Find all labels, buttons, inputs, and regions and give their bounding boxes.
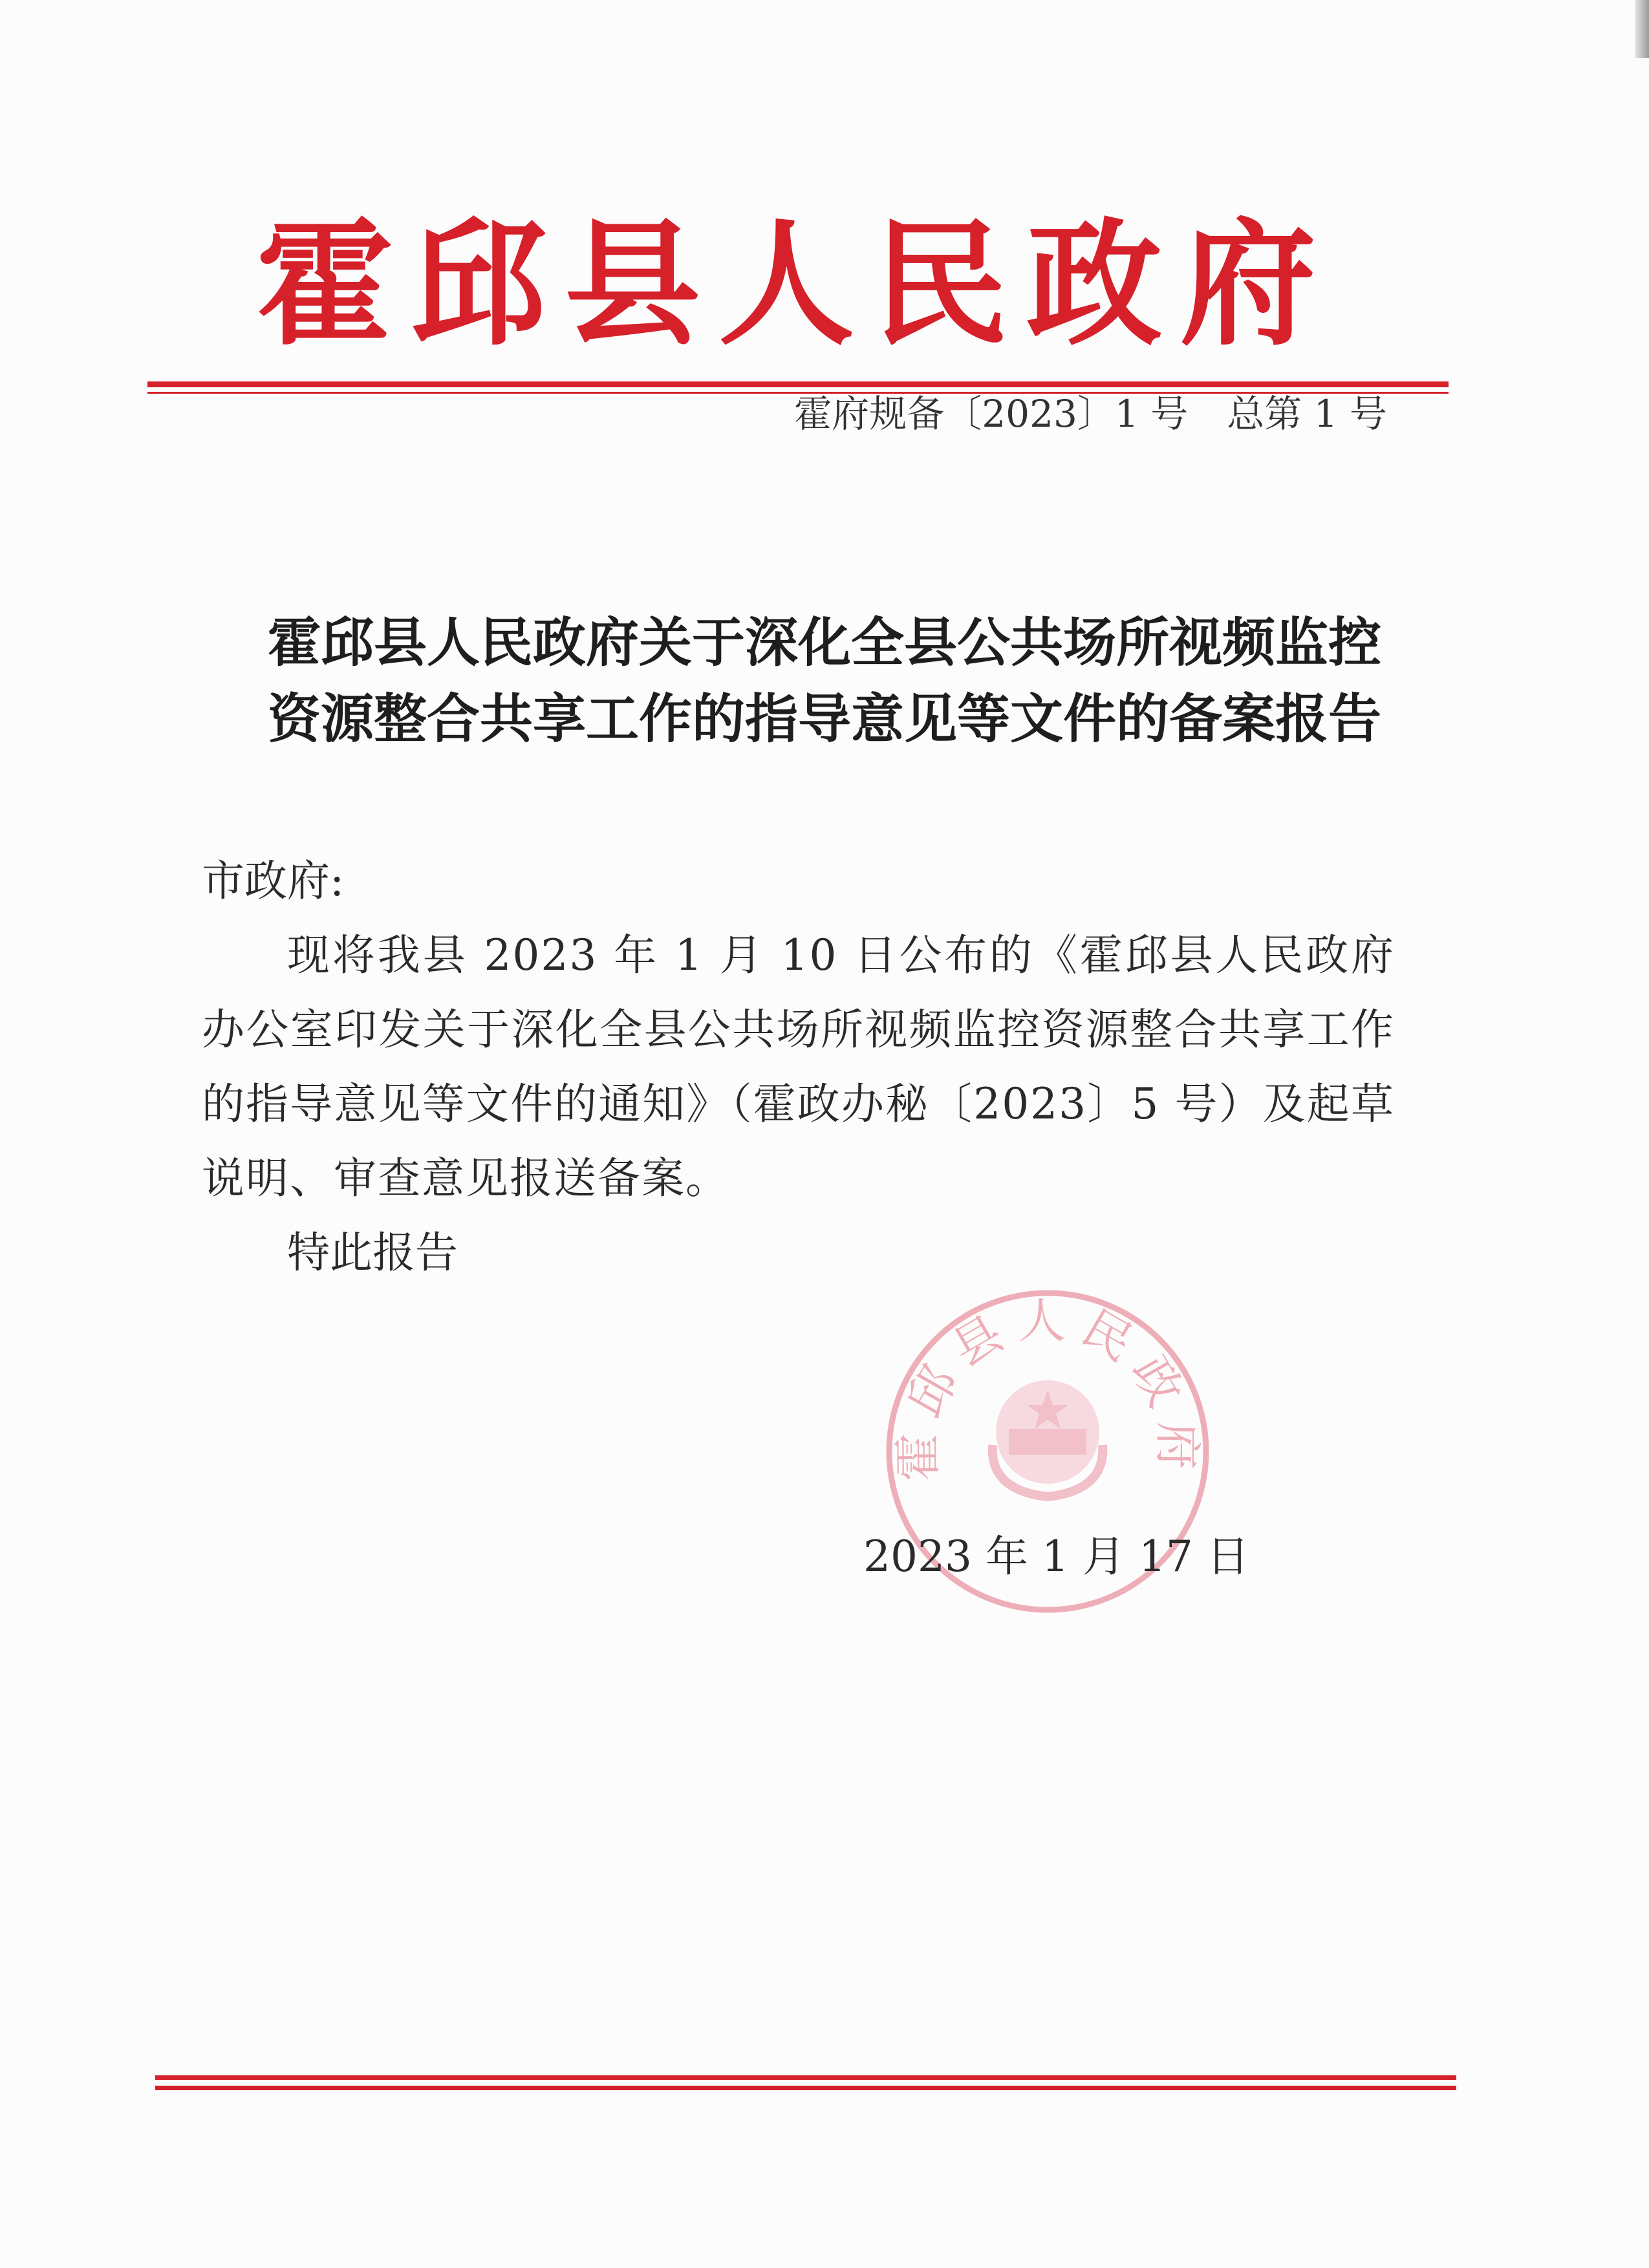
document-number-line	[794, 388, 1387, 440]
signature-date: 2023 年 1 月 17 日	[863, 1532, 1249, 1581]
addressee: 市政府:	[202, 856, 345, 906]
issuer-header: 霍邱县人民政府	[256, 204, 1334, 364]
report-title-line-1: 霍邱县人民政府关于深化全县公共场所视频监控	[267, 612, 1381, 674]
closing-line: 特此报告	[287, 1228, 458, 1278]
seal-text: 霍邱县人民政府	[890, 1293, 1205, 1482]
total-number: 总第 1 号	[1227, 392, 1387, 436]
body-paragraph: 现将我县 2023 年 1 月 10 日公布的《霍邱县人民政府办公室印发关于深化全县公共场所视频监控资源整合共享工作的指导意见等文件的通知》（霍政办秘〔2023〕5 号）及起草说明、审查意见报送备案。	[202, 930, 1395, 1203]
footer-rule-thin	[155, 2086, 1456, 2090]
document-number: 霍府规备〔2023〕1 号	[794, 392, 1189, 436]
report-title-line-2: 资源整合共享工作的指导意见等文件的备案报告	[267, 688, 1381, 750]
scan-edge	[1635, 0, 1649, 58]
header-rule-thick	[147, 381, 1449, 387]
footer-rule-thick	[155, 2075, 1456, 2080]
national-emblem-icon	[993, 1380, 1103, 1497]
report-title	[194, 604, 1455, 757]
